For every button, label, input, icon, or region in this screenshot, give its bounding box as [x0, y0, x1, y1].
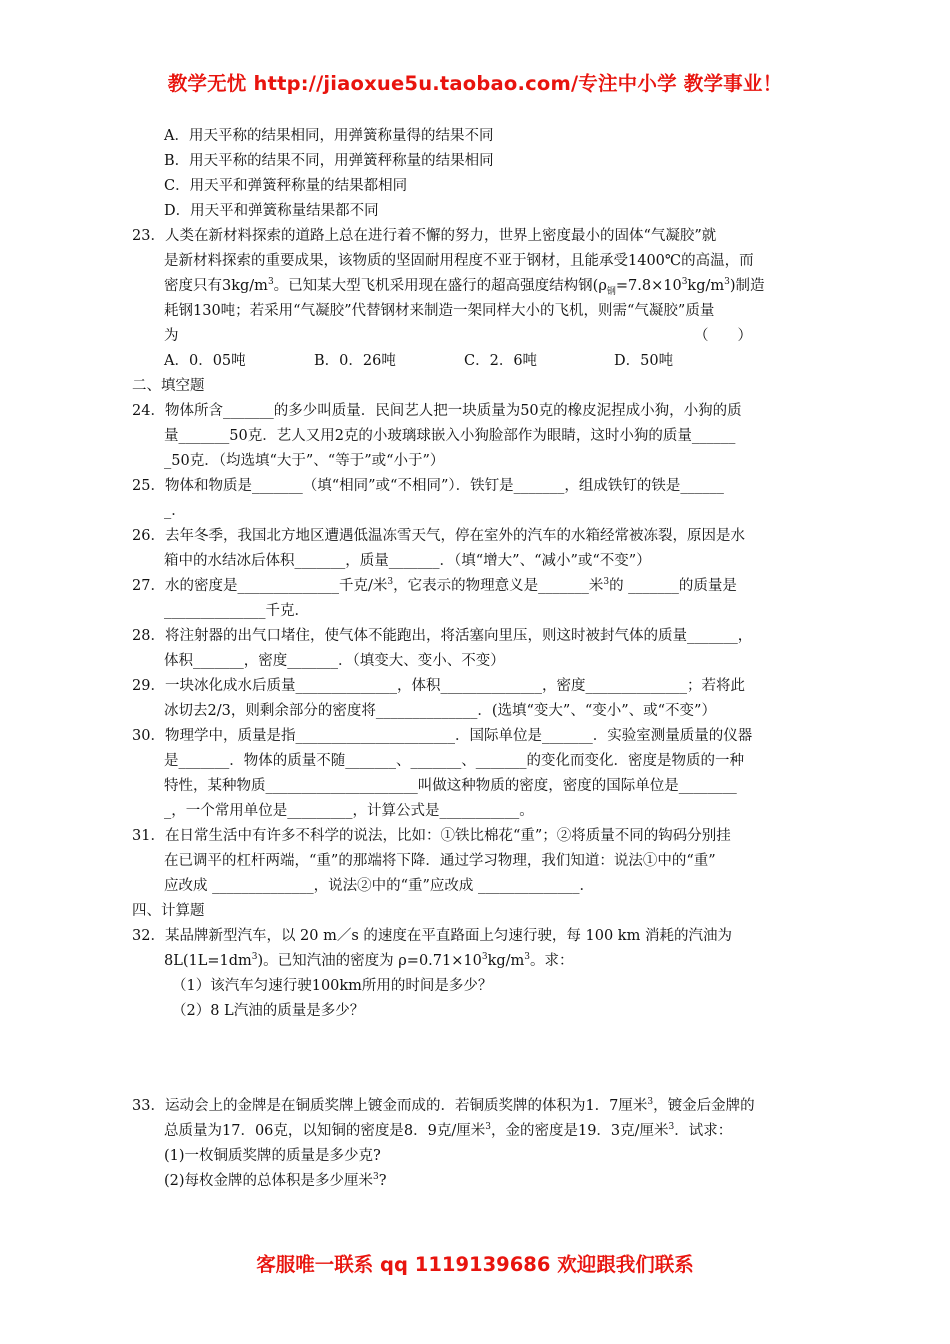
q24-line-3: _50克．（均选填“大于”、“等于”或“小于”）: [164, 453, 445, 469]
q26-line-2: 箱中的水结冰后体积_______，质量_______．（填“增大”、“减小”或“不变”）: [164, 553, 651, 569]
q24-line-2: 量_______50克．艺人又用2克的小玻璃球嵌入小狗脸部作为眼睛，这时小狗的质量______: [164, 428, 736, 444]
document-body: [132, 124, 822, 1194]
q22-option-b: B．用天平称的结果不同，用弹簧秤称量的结果相同: [164, 153, 494, 169]
q23-line-2: 是新材料探索的重要成果，该物质的坚固耐用程度不亚于钢材，且能承受1400℃的高温，而: [164, 253, 754, 269]
q23-option-c: C．2．6吨: [464, 353, 538, 369]
q30-line-1: 30．物理学中，质量是指______________________．国际单位是_______．实验室测量质量的仪器: [132, 728, 753, 744]
q23-options: [132, 349, 822, 374]
section-calculation-title: 四、计算题: [132, 903, 205, 919]
q30-line-4: _，一个常用单位是_________，计算公式是___________。: [164, 803, 534, 819]
q24-line-1: 24．物体所含_______的多少叫质量．民间艺人把一块质量为50克的橡皮泥捏成小狗，小狗的质: [132, 403, 742, 419]
q32-line-1: 32．某品牌新型汽车，以 20 m／s 的速度在平直路面上匀速行驶，每 100 km 消耗的汽油为: [132, 928, 732, 944]
q25-line-1: 25．物体和物质是_______（填“相同”或“不相同”）．铁钉是_______，组成铁钉的铁是______: [132, 478, 724, 494]
q33-subquestion-2: (2)每枚金牌的总体积是多少厘米$^3$?: [164, 1172, 387, 1189]
q32-line-2: $8L(1L=1dm^3)$。已知汽油的密度为 $\rho=0.71\times 10^3kg/m^3$。求：: [164, 952, 574, 969]
q23-line-1: 23．人类在新材料探索的道路上总在进行着不懈的努力，世界上密度最小的固体“气凝胶”就: [132, 228, 717, 244]
q26-line-1: 26．去年冬季，我国北方地区遭遇低温冻雪天气，停在室外的汽车的水箱经常被冻裂，原因是水: [132, 528, 745, 544]
q23-option-a: A．0．05吨: [164, 353, 246, 369]
q31-line-3: 应改成 ______________，说法②中的“重”应改成 ______________．: [164, 878, 595, 894]
q22-option-d: D．用天平和弹簧称量结果都不同: [164, 203, 379, 219]
q33-subquestion-1: (1)一枚铜质奖牌的质量是多少克?: [164, 1148, 381, 1164]
q22-option-a: A．用天平称的结果相同，用弹簧称量得的结果不同: [164, 128, 494, 144]
q31-line-1: 31．在日常生活中有许多不科学的说法，比如：①铁比棉花“重”；②将质量不同的钩码分别挂: [132, 828, 731, 844]
q32-subquestion-1: （1）该汽车匀速行驶100km所用的时间是多少？: [172, 978, 493, 994]
q23-option-d: D．50吨: [614, 353, 674, 369]
q33-line-2: 总质量为17．06克，以知铜的密度是8．9克/厘米$^3$，金的密度是19．3克/厘米$^3$．试求：: [164, 1122, 733, 1139]
q23-option-b: B．0．26吨: [314, 353, 396, 369]
answer-bracket: （ ）: [694, 328, 752, 344]
q33-line-1: 33．运动会上的金牌是在铜质奖牌上镀金而成的．若铜质奖牌的体积为1．7厘米$^3$，镀金后金牌的: [132, 1097, 755, 1114]
q29-line-1: 29．一块冰化成水后质量______________，体积______________，密度______________；若将此: [132, 678, 745, 694]
q23-line-3: 密度只有$3kg/m^3$。已知某大型飞机采用现在盛行的超高强度结构钢$(\rho_钢=7.8\times 10^3kg/m^3)$制造: [164, 277, 765, 297]
q30-line-3: 特性，某种物质_____________________叫做这种物质的密度，密度的国际单位是________: [164, 778, 737, 794]
q30-line-2: 是_______．物体的质量不随_______、_______、_______的变化而变化．密度是物质的一种: [164, 753, 744, 769]
section-fill-blank-title: 二、填空题: [132, 378, 205, 394]
q23-line-4: 耗钢130吨；若采用“气凝胶”代替钢材来制造一架同样大小的飞机，则需“气凝胶”质量: [164, 303, 715, 319]
q27-line-1: 27．水的密度是______________千克/米$^3$，它表示的物理意义是_______米$^3$的 _______的质量是: [132, 577, 737, 594]
q32-subquestion-2: （2）8 L汽油的质量是多少？: [172, 1003, 365, 1019]
page-footer: 客服唯一联系 qq 1119139686 欢迎跟我们联系: [256, 1253, 694, 1276]
q23-line-5: 为 （ ）: [132, 324, 822, 349]
q27-line-2: ______________千克．: [164, 603, 309, 619]
q25-line-2: _．: [164, 503, 186, 519]
answer-space: [132, 1024, 822, 1094]
page-header: 教学无忧 http://jiaoxue5u.taobao.com/专注中小学 教学事业！: [167, 72, 783, 95]
q31-line-2: 在已调平的杠杆两端，“重”的那端将下降．通过学习物理，我们知道：说法①中的“重”: [164, 853, 716, 869]
q22-option-c: C．用天平和弹簧秤称量的结果都相同: [164, 178, 408, 194]
q29-line-2: 冰切去2/3，则剩余部分的密度将______________．(选填“变大”、“变小”、或“不变”）: [164, 703, 716, 719]
q28-line-1: 28．将注射器的出气口堵住，使气体不能跑出，将活塞向里压，则这时被封气体的质量_______，: [132, 628, 753, 644]
q28-line-2: 体积_______，密度_______．（填变大、变小、不变）: [164, 653, 505, 669]
